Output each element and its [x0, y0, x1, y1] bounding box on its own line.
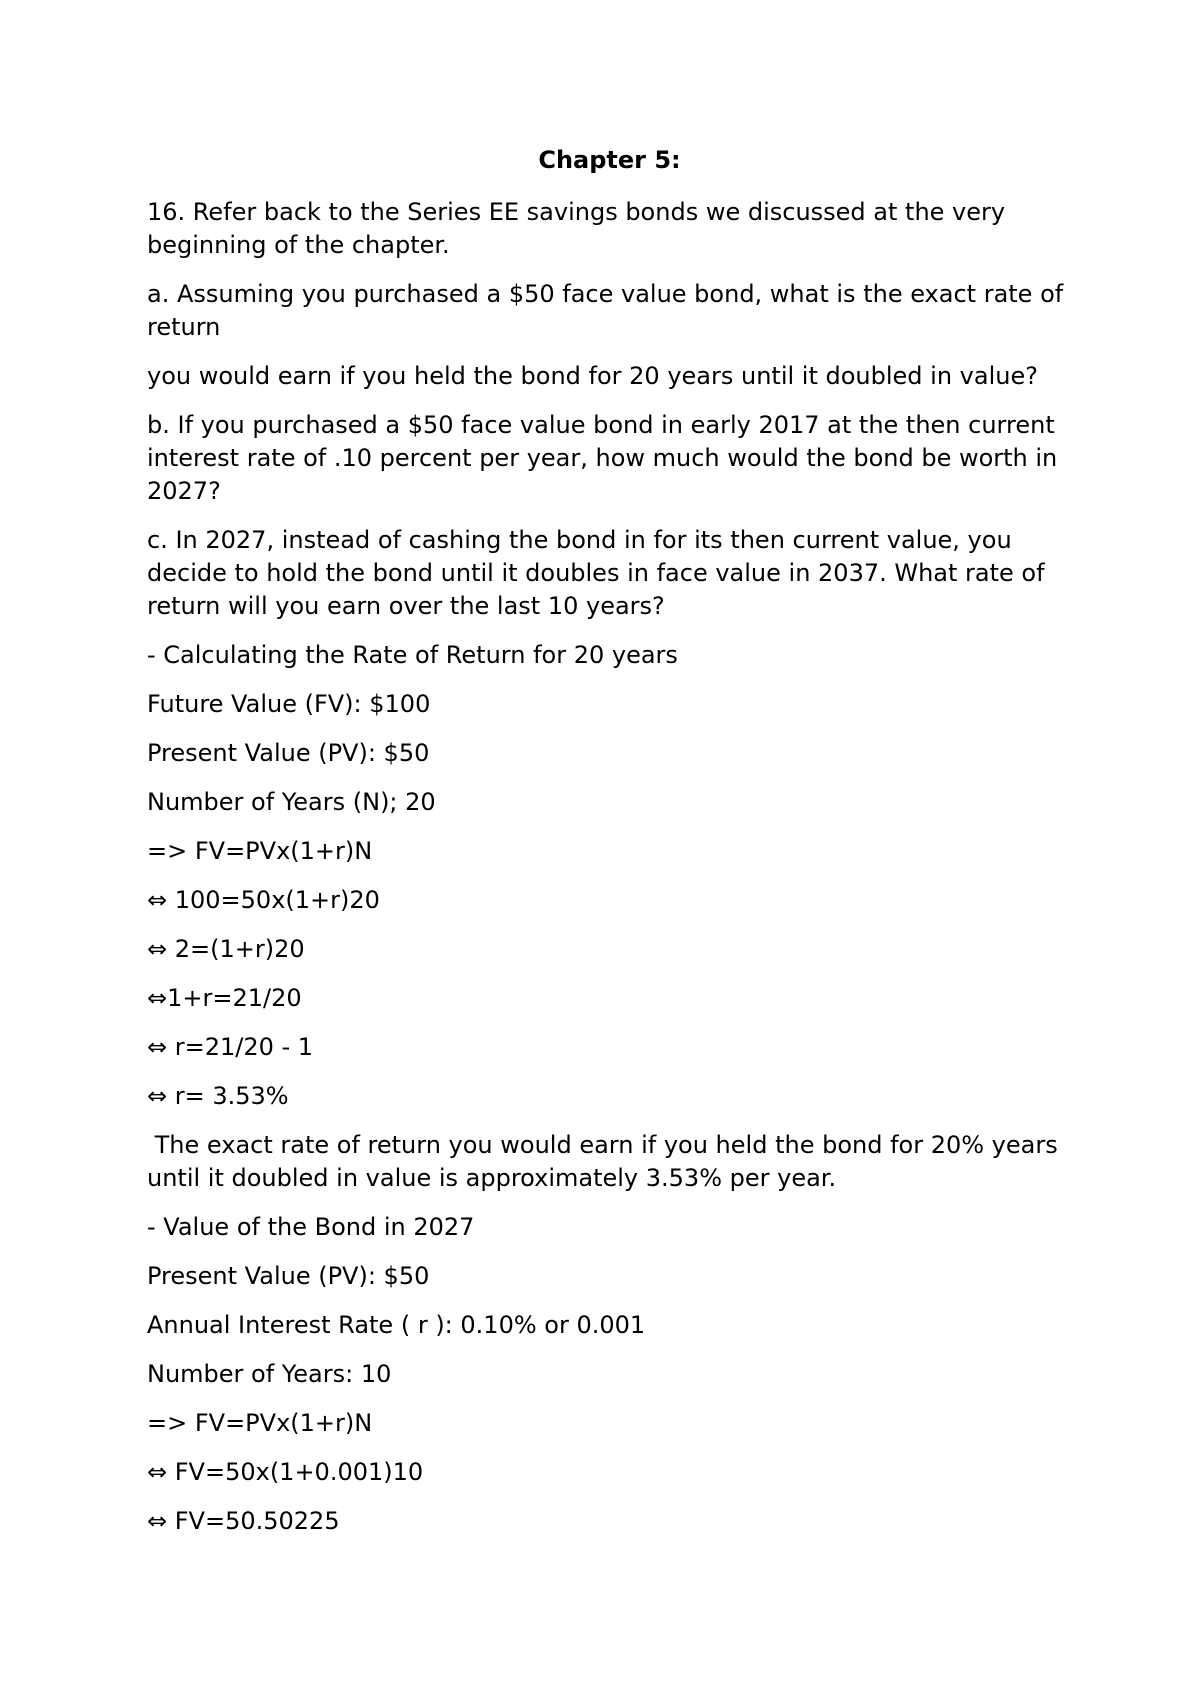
- question-16-text: 16. Refer back to the Series EE savings bonds we discussed at the very beginning of the chapter.: [147, 198, 1013, 259]
- present-value-line: Present Value (PV): $50: [147, 1262, 430, 1290]
- question-c-text: c. In 2027, instead of cashing the bond in for its then current value, you decide to hold the bond until it doubles in face value in 2037. What rate of return will you earn over the last 10 years?: [147, 526, 1053, 620]
- present-value-line: Present Value (PV): $50: [147, 739, 430, 767]
- equation-result: ⇔ FV=50.50225: [147, 1507, 340, 1535]
- rate-of-return-conclusion: The exact rate of return you would earn if you held the bond for 20% years until it doubled in value is approximately 3.53% per year.: [147, 1131, 1066, 1192]
- formula-line: => FV=PVx(1+r)N: [147, 1409, 373, 1437]
- section-heading-rate-of-return: - Calculating the Rate of Return for 20 years: [147, 641, 678, 669]
- number-of-years-line: Number of Years (N); 20: [147, 788, 436, 816]
- formula-line: => FV=PVx(1+r)N: [147, 837, 373, 865]
- equation-step: ⇔ r=21/20 - 1: [147, 1033, 314, 1061]
- question-a-continuation: you would earn if you held the bond for 20 years until it doubled in value?: [147, 362, 1038, 390]
- equation-step: ⇔ FV=50x(1+0.001)10: [147, 1458, 424, 1486]
- number-of-years-line: Number of Years: 10: [147, 1360, 392, 1388]
- document-body: [147, 140, 1072, 1554]
- question-a-text: a. Assuming you purchased a $50 face value bond, what is the exact rate of return: [147, 280, 1071, 341]
- equation-step: ⇔1+r=21/20: [147, 984, 302, 1012]
- chapter-heading: Chapter 5:: [538, 146, 681, 174]
- question-b-text: b. If you purchased a $50 face value bond in early 2017 at the then current interest rate of .10 percent per year, how much would the bond be worth in 2027?: [147, 411, 1065, 505]
- section-heading-bond-value: - Value of the Bond in 2027: [147, 1213, 475, 1241]
- equation-step: ⇔ 2=(1+r)20: [147, 935, 305, 963]
- equation-result: ⇔ r= 3.53%: [147, 1082, 289, 1110]
- interest-rate-line: Annual Interest Rate ( r ): 0.10% or 0.001: [147, 1311, 646, 1339]
- equation-step: ⇔ 100=50x(1+r)20: [147, 886, 380, 914]
- future-value-line: Future Value (FV): $100: [147, 690, 431, 718]
